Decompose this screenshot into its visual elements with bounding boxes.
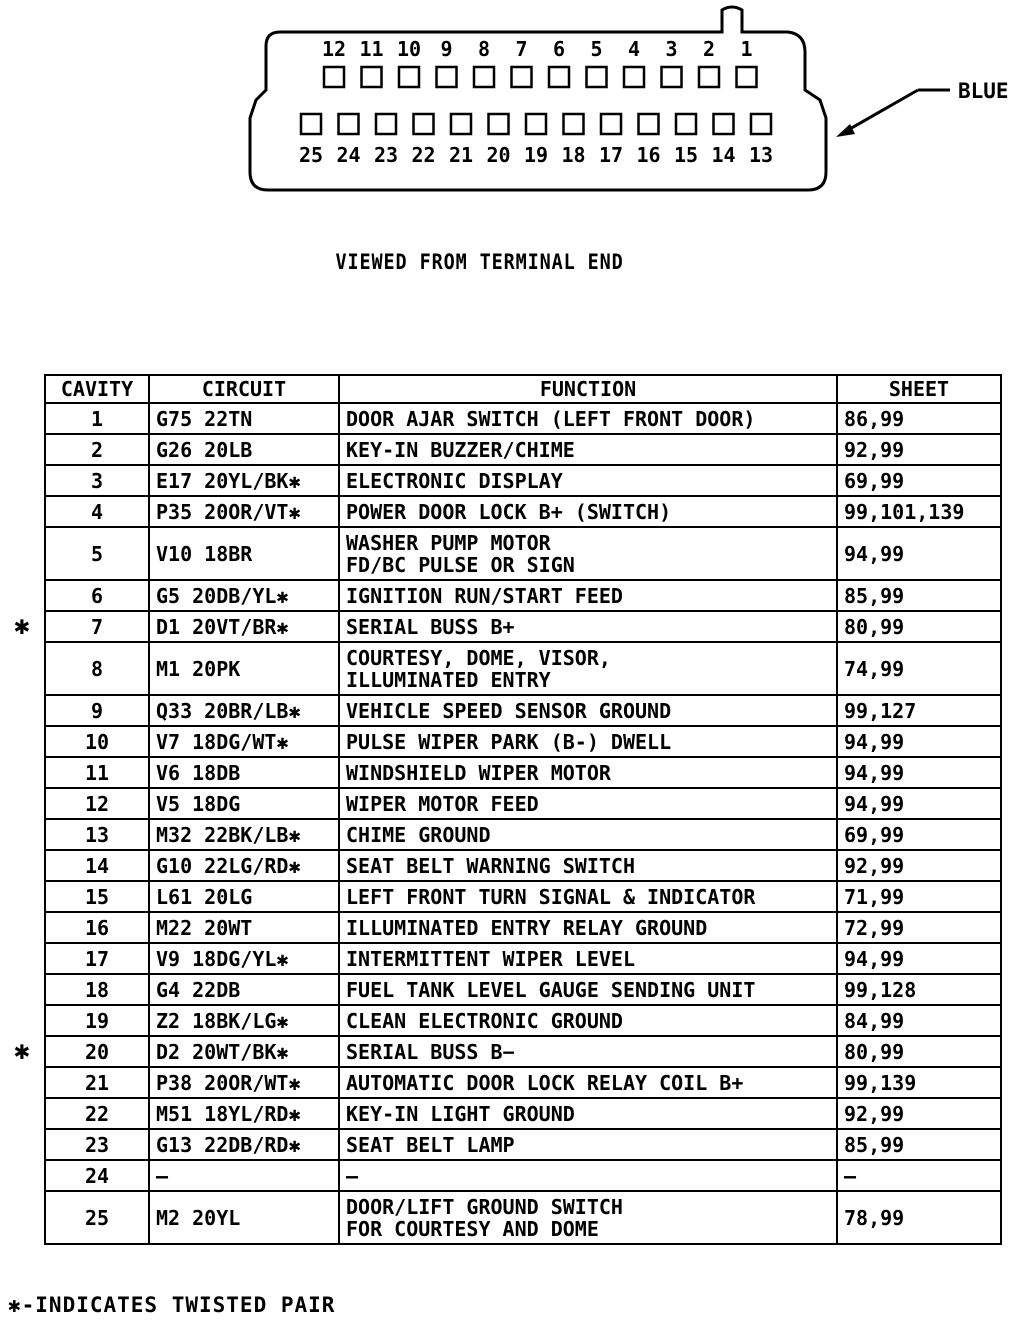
table-body bbox=[45, 403, 1001, 1244]
table-row bbox=[45, 881, 1001, 912]
pin-number-label: 14 bbox=[711, 143, 736, 167]
cavity-cell: 7 bbox=[45, 611, 149, 642]
function-line: INTERMITTENT WIPER LEVEL bbox=[346, 946, 635, 971]
cavity-cell: 12 bbox=[45, 788, 149, 819]
pin-cavity bbox=[414, 114, 434, 134]
pin-cavity bbox=[676, 114, 696, 134]
function-cell bbox=[339, 819, 837, 850]
pin-number-label: 17 bbox=[598, 143, 624, 167]
sheet-cell: 99,139 bbox=[837, 1067, 1001, 1098]
table-row bbox=[45, 1160, 1001, 1191]
pin-cavity bbox=[587, 67, 607, 87]
function-cell bbox=[339, 881, 837, 912]
twisted-pair-marker: ✱ bbox=[14, 610, 30, 641]
pin-cavity bbox=[714, 114, 734, 134]
function-line: ELECTRONIC DISPLAY bbox=[346, 468, 563, 493]
function-line: WINDSHIELD WIPER MOTOR bbox=[346, 760, 611, 785]
sheet-cell: 85,99 bbox=[837, 580, 1001, 611]
pin-cavity bbox=[376, 114, 396, 134]
table-row bbox=[45, 695, 1001, 726]
circuit-cell: V6 18DB bbox=[149, 757, 339, 788]
function-cell bbox=[339, 943, 837, 974]
function-cell bbox=[339, 434, 837, 465]
cavity-cell: 18 bbox=[45, 974, 149, 1005]
function-line: SERIAL BUSS B+ bbox=[346, 614, 515, 639]
cavity-cell: 22 bbox=[45, 1098, 149, 1129]
circuit-cell: M22 20WT bbox=[149, 912, 339, 943]
function-line: IGNITION RUN/START FEED bbox=[346, 583, 623, 608]
pin-number-label: 19 bbox=[523, 143, 549, 167]
pin-number-label: 8 bbox=[477, 37, 491, 61]
cavity-cell: 11 bbox=[45, 757, 149, 788]
circuit-cell: M2 20YL bbox=[149, 1191, 339, 1244]
twisted-pair-marker: ✱ bbox=[14, 1035, 30, 1066]
pin-number-label: 9 bbox=[440, 37, 453, 61]
cavity-cell: 14 bbox=[45, 850, 149, 881]
connector-color-label: BLUE bbox=[958, 79, 1009, 103]
table-row bbox=[45, 1191, 1001, 1244]
function-cell bbox=[339, 1036, 837, 1067]
pin-cavity bbox=[301, 114, 321, 134]
function-line: WIPER MOTOR FEED bbox=[346, 791, 539, 816]
connector-diagram bbox=[0, 0, 1024, 200]
header-function: FUNCTION bbox=[339, 375, 837, 403]
circuit-cell: E17 20YL/BK✱ bbox=[149, 465, 339, 496]
pin-number-label: 22 bbox=[411, 143, 436, 167]
pin-cavity bbox=[339, 114, 359, 134]
function-cell bbox=[339, 695, 837, 726]
function-line: SERIAL BUSS B− bbox=[346, 1039, 515, 1064]
pin-cavity bbox=[639, 114, 659, 134]
function-line: FOR COURTESY AND DOME bbox=[346, 1216, 599, 1241]
function-line: — bbox=[346, 1163, 359, 1188]
circuit-cell: G10 22LG/RD✱ bbox=[149, 850, 339, 881]
circuit-cell: D2 20WT/BK✱ bbox=[149, 1036, 339, 1067]
pin-cavity bbox=[549, 67, 569, 87]
table-row bbox=[45, 1005, 1001, 1036]
function-cell bbox=[339, 726, 837, 757]
function-line: KEY-IN BUZZER/CHIME bbox=[346, 437, 575, 462]
function-cell bbox=[339, 1129, 837, 1160]
cavity-cell: 5 bbox=[45, 527, 149, 580]
header-cavity: CAVITY bbox=[45, 375, 149, 403]
function-cell bbox=[339, 642, 837, 695]
pin-number-label: 18 bbox=[561, 143, 586, 167]
circuit-cell: V10 18BR bbox=[149, 527, 339, 580]
function-line: FD/BC PULSE OR SIGN bbox=[346, 552, 575, 577]
circuit-cell: L61 20LG bbox=[149, 881, 339, 912]
pin-cavity bbox=[662, 67, 682, 87]
pin-number-label: 16 bbox=[636, 143, 661, 167]
circuit-cell: P35 20OR/VT✱ bbox=[149, 496, 339, 527]
function-line: PULSE WIPER PARK (B-) DWELL bbox=[346, 729, 672, 754]
function-line: LEFT FRONT TURN SIGNAL & INDICATOR bbox=[346, 884, 756, 909]
pin-cavity bbox=[624, 67, 644, 87]
function-cell bbox=[339, 974, 837, 1005]
table-row bbox=[45, 642, 1001, 695]
cavity-cell: 21 bbox=[45, 1067, 149, 1098]
pin-number-label: 11 bbox=[359, 37, 384, 61]
cavity-cell: 25 bbox=[45, 1191, 149, 1244]
table-row bbox=[45, 1098, 1001, 1129]
cavity-cell: 1 bbox=[45, 403, 149, 434]
leader-arrow-line bbox=[848, 90, 918, 130]
circuit-cell: M51 18YL/RD✱ bbox=[149, 1098, 339, 1129]
table-row bbox=[45, 757, 1001, 788]
cavity-cell: 3 bbox=[45, 465, 149, 496]
circuit-cell: V5 18DG bbox=[149, 788, 339, 819]
sheet-cell: 74,99 bbox=[837, 642, 1001, 695]
top-pin-row bbox=[322, 37, 757, 87]
table-row bbox=[45, 974, 1001, 1005]
table-row bbox=[45, 1067, 1001, 1098]
cavity-cell: 4 bbox=[45, 496, 149, 527]
table-row bbox=[45, 1129, 1001, 1160]
table-row bbox=[45, 403, 1001, 434]
function-cell bbox=[339, 1005, 837, 1036]
table-row bbox=[45, 1036, 1001, 1067]
pin-cavity bbox=[489, 114, 509, 134]
circuit-cell: V7 18DG/WT✱ bbox=[149, 726, 339, 757]
sheet-cell: 80,99 bbox=[837, 1036, 1001, 1067]
sheet-cell: 69,99 bbox=[837, 465, 1001, 496]
pin-number-label: 1 bbox=[740, 37, 753, 61]
function-cell bbox=[339, 1098, 837, 1129]
cavity-cell: 24 bbox=[45, 1160, 149, 1191]
cavity-cell: 17 bbox=[45, 943, 149, 974]
pin-cavity bbox=[699, 67, 719, 87]
bottom-pin-row bbox=[299, 114, 773, 167]
function-line: COURTESY, DOME, VISOR, bbox=[346, 645, 611, 670]
circuit-cell: V9 18DG/YL✱ bbox=[149, 943, 339, 974]
sheet-cell: 86,99 bbox=[837, 403, 1001, 434]
sheet-cell: 92,99 bbox=[837, 434, 1001, 465]
pin-number-label: 10 bbox=[396, 37, 422, 61]
sheet-cell: 99,127 bbox=[837, 695, 1001, 726]
cavity-cell: 19 bbox=[45, 1005, 149, 1036]
pin-cavity bbox=[437, 67, 457, 87]
function-cell bbox=[339, 1160, 837, 1191]
sheet-cell: 94,99 bbox=[837, 757, 1001, 788]
sheet-cell: 92,99 bbox=[837, 850, 1001, 881]
sheet-cell: 78,99 bbox=[837, 1191, 1001, 1244]
function-cell bbox=[339, 403, 837, 434]
function-line: POWER DOOR LOCK B+ (SWITCH) bbox=[346, 499, 672, 524]
circuit-cell: G5 20DB/YL✱ bbox=[149, 580, 339, 611]
function-cell bbox=[339, 611, 837, 642]
circuit-cell: G26 20LB bbox=[149, 434, 339, 465]
cavity-cell: 20 bbox=[45, 1036, 149, 1067]
pin-cavity bbox=[737, 67, 757, 87]
sheet-cell: 94,99 bbox=[837, 527, 1001, 580]
pin-cavity bbox=[362, 67, 382, 87]
sheet-cell: 71,99 bbox=[837, 881, 1001, 912]
pin-cavity bbox=[526, 114, 546, 134]
function-cell bbox=[339, 465, 837, 496]
table-header-row bbox=[45, 375, 1001, 403]
circuit-cell: M32 22BK/LB✱ bbox=[149, 819, 339, 850]
table-row bbox=[45, 580, 1001, 611]
footnote: ✱-INDICATES TWISTED PAIR bbox=[8, 1293, 336, 1317]
pin-cavity bbox=[474, 67, 494, 87]
circuit-cell: M1 20PK bbox=[149, 642, 339, 695]
table-row bbox=[45, 912, 1001, 943]
circuit-cell: G4 22DB bbox=[149, 974, 339, 1005]
function-cell bbox=[339, 527, 837, 580]
pin-number-label: 2 bbox=[702, 37, 716, 61]
table-row bbox=[45, 850, 1001, 881]
pin-cavity bbox=[324, 67, 344, 87]
pin-cavity bbox=[512, 67, 532, 87]
header-sheet: SHEET bbox=[837, 375, 1001, 403]
circuit-cell: Z2 18BK/LG✱ bbox=[149, 1005, 339, 1036]
sheet-cell: 99,101,139 bbox=[837, 496, 1001, 527]
function-cell bbox=[339, 912, 837, 943]
pin-number-label: 6 bbox=[552, 37, 566, 61]
function-cell bbox=[339, 757, 837, 788]
pin-cavity bbox=[451, 114, 471, 134]
function-cell bbox=[339, 850, 837, 881]
view-caption: VIEWED FROM TERMINAL END bbox=[335, 250, 624, 274]
table-row bbox=[45, 788, 1001, 819]
function-cell bbox=[339, 1191, 837, 1244]
pin-number-label: 25 bbox=[298, 143, 324, 167]
table-row bbox=[45, 465, 1001, 496]
cavity-cell: 13 bbox=[45, 819, 149, 850]
function-cell bbox=[339, 496, 837, 527]
sheet-cell: 80,99 bbox=[837, 611, 1001, 642]
cavity-cell: 10 bbox=[45, 726, 149, 757]
sheet-cell: 94,99 bbox=[837, 943, 1001, 974]
circuit-cell: Q33 20BR/LB✱ bbox=[149, 695, 339, 726]
function-cell bbox=[339, 580, 837, 611]
pin-number-label: 20 bbox=[486, 143, 511, 167]
header-circuit: CIRCUIT bbox=[149, 375, 339, 403]
circuit-cell: — bbox=[149, 1160, 339, 1191]
function-line: DOOR/LIFT GROUND SWITCH bbox=[346, 1194, 623, 1219]
cavity-cell: 9 bbox=[45, 695, 149, 726]
function-line: FUEL TANK LEVEL GAUGE SENDING UNIT bbox=[346, 977, 756, 1002]
function-line: CLEAN ELECTRONIC GROUND bbox=[346, 1008, 623, 1033]
function-line: CHIME GROUND bbox=[346, 822, 491, 847]
pin-cavity bbox=[564, 114, 584, 134]
pin-number-label: 12 bbox=[321, 37, 347, 61]
pin-number-label: 4 bbox=[627, 37, 641, 61]
table-row bbox=[45, 726, 1001, 757]
table-row bbox=[45, 496, 1001, 527]
pin-number-label: 21 bbox=[448, 143, 474, 167]
sheet-cell: 72,99 bbox=[837, 912, 1001, 943]
pin-number-label: 23 bbox=[373, 143, 399, 167]
table-row bbox=[45, 434, 1001, 465]
function-line: ILLUMINATED ENTRY RELAY GROUND bbox=[346, 915, 708, 940]
sheet-cell: 84,99 bbox=[837, 1005, 1001, 1036]
cavity-cell: 2 bbox=[45, 434, 149, 465]
function-cell bbox=[339, 1067, 837, 1098]
sheet-cell: — bbox=[837, 1160, 1001, 1191]
function-line: SEAT BELT LAMP bbox=[346, 1132, 515, 1157]
pin-cavity bbox=[601, 114, 621, 134]
sheet-cell: 94,99 bbox=[837, 726, 1001, 757]
circuit-cell: G13 22DB/RD✱ bbox=[149, 1129, 339, 1160]
pin-number-label: 5 bbox=[590, 37, 603, 61]
function-line: KEY-IN LIGHT GROUND bbox=[346, 1101, 575, 1126]
function-line: WASHER PUMP MOTOR bbox=[346, 530, 551, 555]
table-row bbox=[45, 527, 1001, 580]
circuit-cell: D1 20VT/BR✱ bbox=[149, 611, 339, 642]
function-line: DOOR AJAR SWITCH (LEFT FRONT DOOR) bbox=[346, 406, 756, 431]
pinout-table bbox=[44, 374, 1002, 1245]
pin-cavity bbox=[399, 67, 419, 87]
circuit-cell: P38 20OR/WT✱ bbox=[149, 1067, 339, 1098]
pin-number-label: 3 bbox=[665, 37, 678, 61]
sheet-cell: 92,99 bbox=[837, 1098, 1001, 1129]
sheet-cell: 99,128 bbox=[837, 974, 1001, 1005]
function-line: AUTOMATIC DOOR LOCK RELAY COIL B+ bbox=[346, 1070, 744, 1095]
sheet-cell: 69,99 bbox=[837, 819, 1001, 850]
pin-cavity bbox=[751, 114, 771, 134]
cavity-cell: 15 bbox=[45, 881, 149, 912]
pin-number-label: 7 bbox=[515, 37, 528, 61]
cavity-cell: 8 bbox=[45, 642, 149, 695]
cavity-cell: 23 bbox=[45, 1129, 149, 1160]
table-row bbox=[45, 819, 1001, 850]
pin-number-label: 24 bbox=[336, 143, 361, 167]
table-row bbox=[45, 943, 1001, 974]
table-row bbox=[45, 611, 1001, 642]
sheet-cell: 94,99 bbox=[837, 788, 1001, 819]
function-cell bbox=[339, 788, 837, 819]
circuit-cell: G75 22TN bbox=[149, 403, 339, 434]
pin-number-label: 13 bbox=[748, 143, 774, 167]
function-line: ILLUMINATED ENTRY bbox=[346, 667, 551, 692]
function-line: VEHICLE SPEED SENSOR GROUND bbox=[346, 698, 672, 723]
sheet-cell: 85,99 bbox=[837, 1129, 1001, 1160]
function-line: SEAT BELT WARNING SWITCH bbox=[346, 853, 635, 878]
pin-number-label: 15 bbox=[673, 143, 699, 167]
cavity-cell: 6 bbox=[45, 580, 149, 611]
cavity-cell: 16 bbox=[45, 912, 149, 943]
